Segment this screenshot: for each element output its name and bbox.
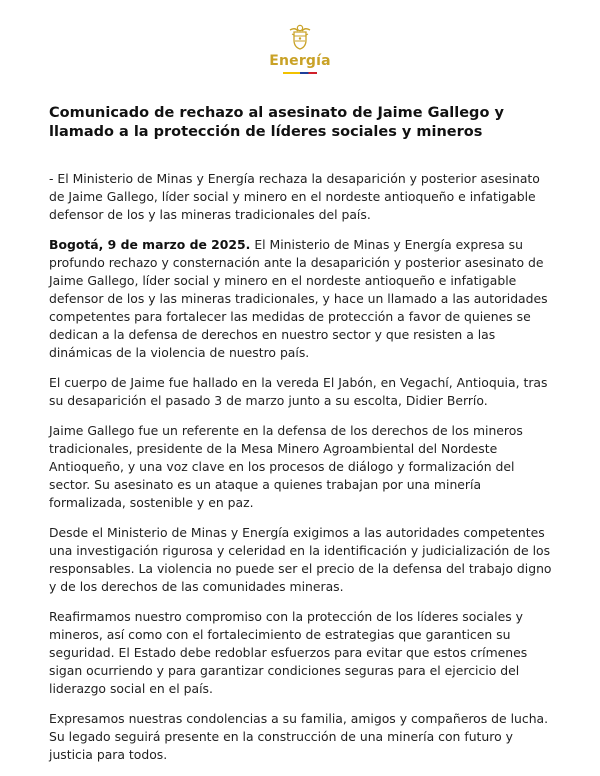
paragraph-body: Desde el Ministerio de Minas y Energía exigimos a las autoridades competentes una investigación rigurosa y celeridad en la identificación y judicialización de los responsables. La violencia no puede ser el precio de la defensa del trabajo digno y de los derechos de las comunidades mineras. — [49, 525, 552, 594]
paragraph-body: Reafirmamos nuestro compromiso con la protección de los líderes sociales y mineros, así como con el fortalecimiento de estrategias que garanticen su seguridad. El Estado debe redoblar esfuerzos para evitar que estos crímenes sigan ocurriendo y para garantizar condiciones seguras para el ejercicio del liderazgo social en el país. — [49, 609, 528, 696]
brand-wordmark: Energía — [269, 53, 331, 69]
press-release — [49, 104, 559, 776]
colombia-coat-of-arms-icon — [285, 22, 315, 52]
flag-stripe — [283, 72, 317, 74]
paragraph-dateline: Bogotá, 9 de marzo de 2025. El Ministerio de Minas y Energía expresa su profundo rechazo y consternación ante la desaparición y posterior asesinato de Jaime Gallego, líder social y minero en el nordeste antioqueño e infatigable defensor de los y las mineras tradicionales, y hace un llamado a las autoridades competentes para fortalecer las medidas de protección a favor de quienes se dedican a la defensa de derechos en nuestro sector y que resisten a las dinámicas de la violencia de nuestro país. — [49, 237, 548, 360]
paragraph-closing: Expresamos nuestras condolencias a su familia, amigos y compañeros de lucha. Su legado seguirá presente en la construcción de una minería con futuro y justicia para todos. — [49, 711, 549, 762]
dateline: Bogotá, 9 de marzo de 2025. — [49, 237, 251, 252]
paragraph-summary: - El Ministerio de Minas y Energía rechaza la desaparición y posterior asesinato de Jaime Gallego, líder social y minero en el nordeste antioqueño e infatigable defensor de los y las mineras tradicionales del país. — [49, 171, 540, 222]
paragraph-body: Jaime Gallego fue un referente en la defensa de los derechos de los mineros tradicionales, presidente de la Mesa Minero Agroambiental del Nordeste Antioqueño, y una voz clave en los procesos de diálogo y formalización del sector. Su asesinato es un ataque a quienes trabajan por una minería formalizada, sostenible y en paz. — [49, 423, 523, 510]
paragraph-body: El cuerpo de Jaime fue hallado en la vereda El Jabón, en Vegachí, Antioquia, tras su desaparición el pasado 3 de marzo junto a su escolta, Didier Berrío. — [49, 375, 548, 408]
ministry-header — [0, 22, 600, 80]
page-title: Comunicado de rechazo al asesinato de Jaime Gallego y llamado a la protección de líderes sociales y mineros — [49, 105, 504, 140]
